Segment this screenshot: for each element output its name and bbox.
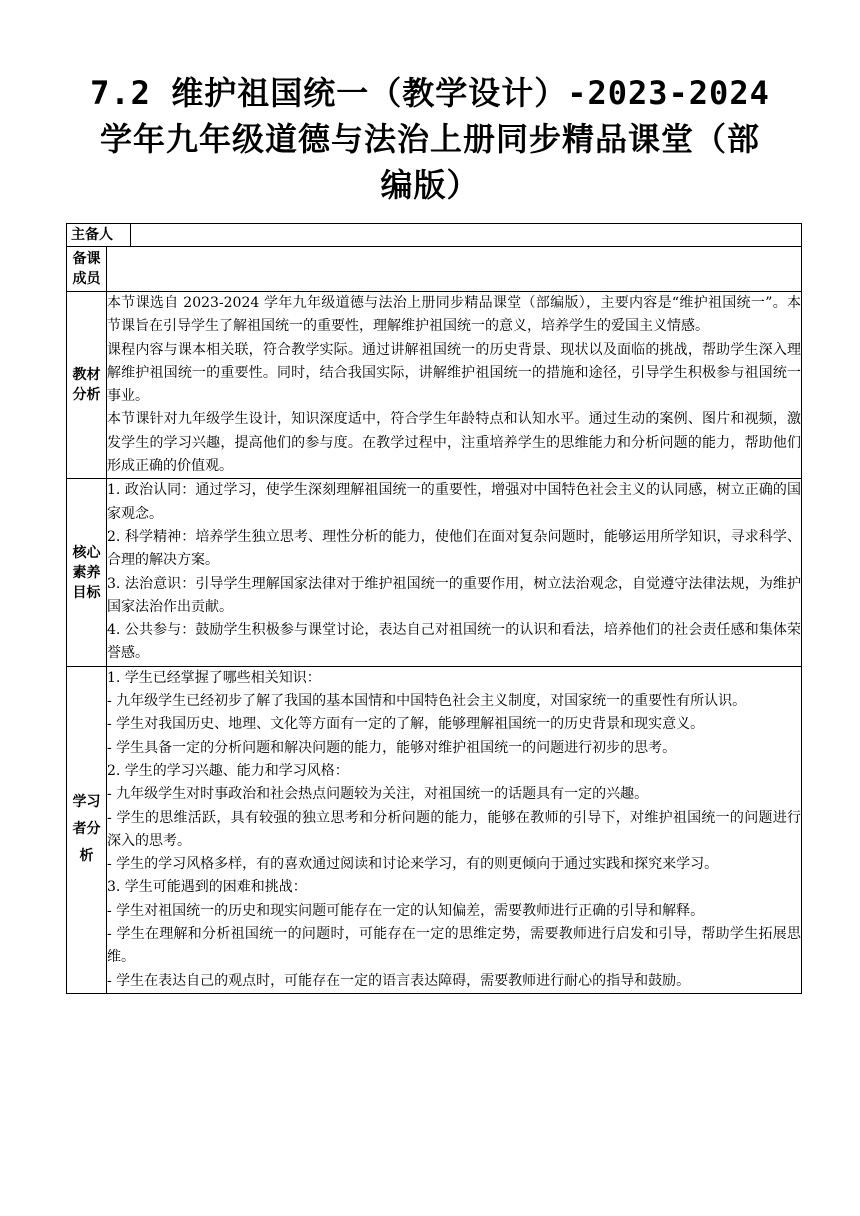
main-preparer-row xyxy=(67,224,802,247)
learners-row xyxy=(67,666,802,993)
members-row xyxy=(67,247,802,292)
goals-row xyxy=(67,479,802,666)
learner-line: - 九年级学生已经初步了解了我国的基本国情和中国特色社会主义制度，对国家统一的重要性有所认识。 xyxy=(107,693,747,710)
title-line-2: 学年九年级道德与法治上册同步精品课堂（部 xyxy=(99,120,760,158)
goals-content xyxy=(107,479,802,666)
learner-line: 1. 学生已经掌握了哪些相关知识： xyxy=(107,669,321,686)
learner-line: - 学生在表达自己的观点时，可能存在一定的语言表达障碍，需要教师进行耐心的指导和鼓励。 xyxy=(107,972,691,989)
document-title xyxy=(70,70,790,208)
textbook-label: 教材分析 xyxy=(67,292,107,479)
members-label: 备课成员 xyxy=(67,247,107,292)
learner-line: - 学生的学习风格多样，有的喜欢通过阅读和讨论来学习，有的则更倾向于通过实践和探究来学习。 xyxy=(107,856,719,873)
learner-line: - 九年级学生对时事政治和社会热点问题较为关注，对祖国统一的话题具有一定的兴趣。 xyxy=(107,786,649,803)
textbook-paragraph: 课程内容与课本相关联，符合教学实际。通过讲解祖国统一的历史背景、现状以及面临的挑战，帮助学生深入理解维护祖国统一的重要性。同时，结合我国实际，讲解维护祖国统一的措施和途径，引导学生积极参与祖国统一事业。 xyxy=(107,341,801,405)
main-preparer-value xyxy=(131,224,802,247)
goal-item: 2. 科学精神：培养学生独立思考、理性分析的能力，使他们在面对复杂问题时，能够运用所学知识，寻求科学、合理的解决方案。 xyxy=(107,528,801,569)
learners-content xyxy=(107,666,802,993)
learner-line: - 学生对我国历史、地理、文化等方面有一定的了解，能够理解祖国统一的历史背景和现实意义。 xyxy=(107,716,705,733)
goals-label: 核心素养目标 xyxy=(67,479,107,666)
textbook-paragraph: 本节课针对九年级学生设计，知识深度适中，符合学生年龄特点和认知水平。通过生动的案例、图片和视频，激发学生的学习兴趣，提高他们的参与度。在教学过程中，注重培养学生的思维能力和分析问题的能力，帮助他们形成正确的价值观。 xyxy=(107,411,801,475)
goal-item: 4. 公共参与：鼓励学生积极参与课堂讨论，表达自己对祖国统一的认识和看法，培养他们的社会责任感和集体荣誉感。 xyxy=(107,622,801,662)
learner-line: - 学生的思维活跃，具有较强的独立思考和分析问题的能力，能够在教师的引导下，对维护祖国统一的问题进行深入的思考。 xyxy=(107,809,801,849)
goal-item: 1. 政治认同：通过学习，使学生深刻理解祖国统一的重要性，增强对中国特色社会主义的认同感，树立正确的国家观念。 xyxy=(107,482,801,522)
learner-line: 2. 学生的学习兴趣、能力和学习风格： xyxy=(107,762,349,779)
learner-line: - 学生在理解和分析祖国统一的问题时，可能存在一定的思维定势，需要教师进行启发和引导，帮助学生拓展思维。 xyxy=(107,926,801,966)
main-preparer-label: 主备人 xyxy=(67,224,131,247)
textbook-row xyxy=(67,292,802,479)
textbook-content xyxy=(107,292,802,479)
learner-line: - 学生对祖国统一的历史和现实问题可能存在一定的认知偏差，需要教师进行正确的引导和解释。 xyxy=(107,902,705,919)
goal-item: 3. 法治意识：引导学生理解国家法律对于维护祖国统一的重要作用，树立法治观念，自觉遵守法律法规，为维护国家法治作出贡献。 xyxy=(107,575,801,615)
learner-line: 3. 学生可能遇到的困难和挑战： xyxy=(107,879,307,896)
title-line-1: 7.2 维护祖国统一（教学设计）-2023-2024 xyxy=(90,74,770,112)
members-value xyxy=(107,247,802,292)
lesson-plan-table xyxy=(66,223,802,994)
learners-label: 学习者分析 xyxy=(67,666,107,993)
textbook-paragraph: 本节课选自 2023-2024 学年九年级道德与法治上册同步精品课堂（部编版），主要内容是“维护祖国统一”。本节课旨在引导学生了解祖国统一的重要性，理解维护祖国统一的意义，培养学生的爱国主义情感。 xyxy=(107,295,801,335)
learner-line: - 学生具备一定的分析问题和解决问题的能力，能够对维护祖国统一的问题进行初步的思考。 xyxy=(107,739,677,756)
title-line-3: 编版） xyxy=(380,166,480,204)
